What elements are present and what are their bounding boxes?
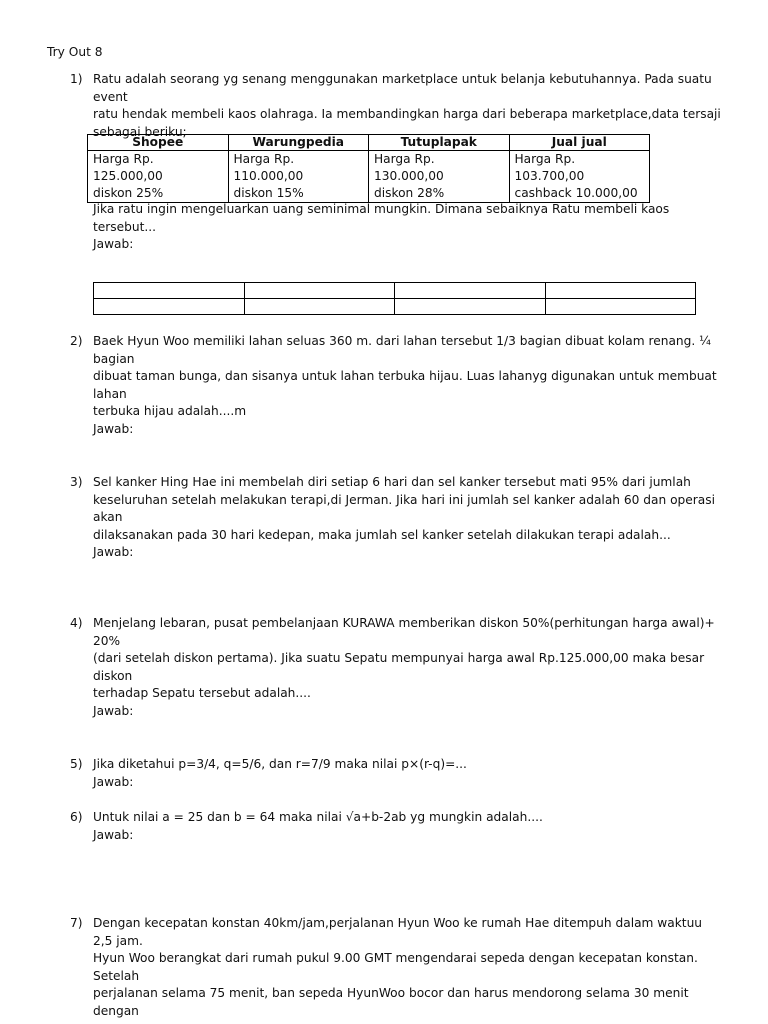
- question-1-continued: [70, 201, 725, 254]
- question-line: Hyun Woo berangkat dari rumah pukul 9.00 GMT mengendarai sepeda dengan kecepatan konstan. Setelah: [93, 951, 698, 983]
- question-number: 6): [70, 810, 83, 824]
- answer-table: [93, 282, 696, 315]
- empty-cell: [395, 299, 546, 315]
- table-row: [88, 151, 650, 203]
- question-1: [70, 71, 725, 141]
- question-number: 3): [70, 475, 83, 489]
- question-line: ratu hendak membeli kaos olahraga. Ia membandingkan harga dari beberapa marketplace,data tersaji: [93, 107, 721, 121]
- header-warungpedia: Warungpedia: [228, 135, 369, 151]
- question-line: Untuk nilai a = 25 dan b = 64 maka nilai √a+b-2ab yg mungkin adalah....: [93, 810, 543, 824]
- header-tutuplapak: Tutuplapak: [369, 135, 510, 151]
- question-line: keseluruhan setelah melakukan terapi,di Jerman. Jika hari ini jumlah sel kanker adalah 60 dan operasi akan: [93, 492, 715, 524]
- empty-cell: [545, 299, 696, 315]
- answer-label: Jawab:: [93, 545, 134, 559]
- answer-label: Jawab:: [93, 827, 134, 842]
- question-line: Dengan kecepatan konstan 40km/jam,perjalanan Hyun Woo ke rumah Hae ditempuh dalam waktuu 2,5 jam.: [93, 916, 703, 948]
- answer-label: Jawab:: [93, 703, 134, 718]
- empty-cell: [244, 299, 395, 315]
- cell-line: diskon 25%: [93, 186, 164, 200]
- question-4: [70, 615, 725, 720]
- question-number: 1): [70, 72, 83, 86]
- question-line: Sel kanker Hing Hae ini membelah diri setiap 6 hari dan sel kanker tersebut mati 95% dari jumlah: [93, 475, 691, 489]
- question-3: [70, 474, 725, 562]
- question-7: [70, 915, 725, 1020]
- cell-shopee: [88, 151, 229, 203]
- question-line: terbuka hijau adalah....m: [93, 404, 247, 418]
- cell-jual-jual: [509, 151, 650, 203]
- question-6: [70, 809, 725, 844]
- cell-line: Harga Rp. 130.000,00: [374, 152, 444, 183]
- answer-label: Jawab:: [93, 237, 134, 251]
- question-2: [70, 333, 725, 438]
- question-number: 4): [70, 616, 83, 630]
- header-shopee: Shopee: [88, 135, 229, 151]
- cell-line: diskon 28%: [374, 186, 445, 200]
- question-number: 2): [70, 334, 83, 348]
- cell-line: Harga Rp.: [93, 152, 154, 166]
- question-line: Menjelang lebaran, pusat pembelanjaan KURAWA memberikan diskon 50%(perhitungan harga awal)+ 20%: [93, 616, 715, 648]
- empty-cell: [244, 283, 395, 299]
- answer-label: Jawab:: [93, 421, 134, 436]
- cell-tutuplapak: [369, 151, 510, 203]
- question-line: terhadap Sepatu tersebut adalah....: [93, 686, 311, 700]
- header-jual-jual: Jual jual: [509, 135, 650, 151]
- question-line: sebagai beriku;: [93, 124, 187, 139]
- question-line: dilaksanakan pada 30 hari kedepan, maka jumlah sel kanker setelah dilakukan terapi adalah...: [93, 527, 671, 542]
- cell-line: 125.000,00: [93, 169, 163, 183]
- cell-line: diskon 15%: [233, 186, 304, 200]
- cell-line: Harga Rp. 103.700,00: [514, 152, 585, 183]
- question-line: (dari setelah diskon pertama). Jika suatu Sepatu mempunyai harga awal Rp.125.000,00 maka besar diskon: [93, 651, 705, 683]
- document-title: Try Out 8: [47, 45, 103, 59]
- cell-line: cashback 10.000,00: [514, 186, 638, 200]
- question-line: Jika ratu ingin mengeluarkan uang seminimal mungkin. Dimana sebaiknya Ratu membeli kaos tersebut...: [93, 202, 670, 234]
- table-row: [94, 299, 696, 315]
- table-header-row: [88, 135, 650, 151]
- empty-cell: [94, 299, 245, 315]
- cell-line: Harga Rp. 110.000,00: [233, 152, 304, 183]
- question-number: 7): [70, 916, 83, 930]
- question-line: Baek Hyun Woo memiliki lahan seluas 360 m. dari lahan tersebut 1/3 bagian dibuat kolam renang. ¼ bagian: [93, 334, 711, 366]
- price-comparison-table: [87, 134, 650, 203]
- empty-cell: [94, 283, 245, 299]
- question-5: [70, 756, 725, 791]
- question-line: perjalanan selama 75 menit, ban sepeda HyunWoo bocor dan harus mendorong selama 30 menit dengan: [93, 986, 689, 1018]
- answer-label: Jawab:: [93, 774, 134, 789]
- question-number: 5): [70, 757, 83, 771]
- question-line: dibuat taman bunga, dan sisanya untuk lahan terbuka hijau. Luas lahanyg digunakan untuk membuat lahan: [93, 369, 717, 401]
- question-line: Jika diketahui p=3/4, q=5/6, dan r=7/9 maka nilai p×(r-q)=...: [93, 757, 467, 771]
- question-line: Ratu adalah seorang yg senang menggunakan marketplace untuk belanja kebutuhannya. Pada suatu event: [93, 72, 712, 104]
- cell-warungpedia: [228, 151, 369, 203]
- table-row: [94, 283, 696, 299]
- empty-cell: [395, 283, 546, 299]
- empty-cell: [545, 283, 696, 299]
